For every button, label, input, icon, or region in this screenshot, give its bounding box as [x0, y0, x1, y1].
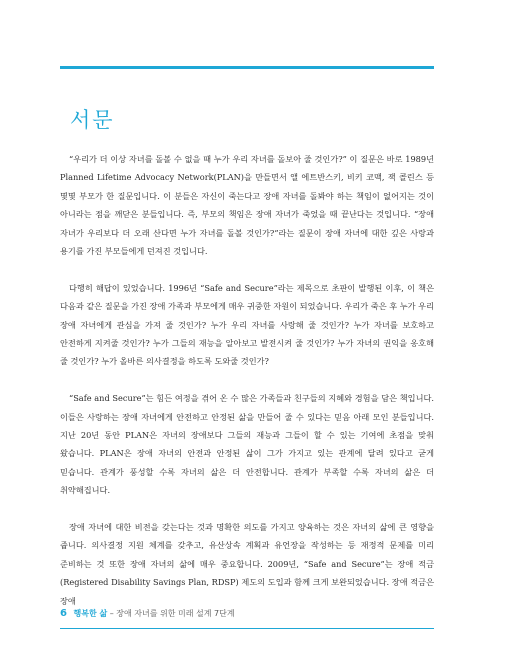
running-title-bold: 행복한 삶: [73, 609, 108, 618]
page-number: 6: [60, 608, 67, 619]
footer-divider: [60, 628, 434, 629]
running-title-rest: – 장애 자녀를 위한 미래 설계 7단계: [109, 609, 235, 618]
top-divider: [60, 66, 434, 69]
paragraph-2: 다행히 해답이 있었습니다. 1996년 “Safe and Secure”라는 제목으로 초판이 발행된 이후, 이 책은 다음과 같은 질문을 가진 장애 가족과 부모에게 매우 귀중한 자원이 되었습니다. 우리가 죽은 후 누가 우리 장애 자녀에게 관심을 가져 줄 것인가? 누가 우리 자녀를 사랑해 줄 것인가? 누가 자녀를 보호하고 안전하게 지켜줄 것인가? 누가 그들의 재능을 알아보고 발전시켜 줄 것인가? 누가 자녀의 권익을 옹호해 줄 것인가? 누가 올바른 의사결정을 하도록 도와줄 것인가?: [60, 282, 434, 367]
page-footer: [60, 608, 235, 619]
paragraph-1: “우리가 더 이상 자녀를 돌볼 수 없을 때 누가 우리 자녀를 돌보아 줄 것인가?” 이 질문은 바로 1989년 Planned Lifetime Advocacy Network(PLAN)을 만들면서 앨 에트반스키, 비키 코맥, 잭 콜린스 등 몇몇 부모가 한 질문입니다. 이 분들은 자신이 죽는다고 장애 자녀를 돌봐야 하는 책임이 없어지는 것이 아니라는 점을 깨닫은 분들입니다. 즉, 부모의 책임은 장애 자녀가 죽었을 때 끝난다는 것입니다. “장애 자녀가 우리보다 더 오래 산다면 누가 자녀를 돌볼 것인가?”라는 질문이 장애 자녀에 대한 깊은 사랑과 용기를 가진 부모들에게 던져진 것입니다.: [60, 154, 434, 257]
section-title: 서문: [70, 108, 115, 133]
paragraph-3: “Safe and Secure”는 힘든 여정을 겪어 온 수 많은 가족들과 친구들의 지혜와 경험을 담은 책입니다. 이들은 사랑하는 장애 자녀에게 안전하고 안정된 삶을 만들어 줄 수 있다는 믿음 아래 모인 분들입니다. 지난 20년 동안 PLAN은 자녀의 장애보다 그들의 재능과 그들이 할 수 있는 기여에 초점을 맞춰 왔습니다. PLAN은 장애 자녀의 안전과 안정된 삶이 그가 가지고 있는 관계에 달려 있다고 굳게 믿습니다. 관계가 풍성할 수록 자녀의 삶은 더 안전합니다. 관계가 부족할 수록 자녀의 삶은 더 취약해집니다.: [60, 393, 434, 496]
paragraph-4: 장애 자녀에 대한 비전을 갖는다는 것과 명확한 의도를 가지고 양육하는 것은 자녀의 삶에 큰 영향을 줍니다. 의사결정 지원 체계를 갖추고, 유산상속 계획과 유언장을 작성하는 등 재정적 문제를 미리 준비하는 것 또한 장애 자녀의 삶에 매우 중요합니다. 2009년, “Safe and Secure”는 장애 적금(Registered Disability Savings Plan, RDSP) 제도의 도입과 함께 크게 보완되었습니다. 장애 적금은 장애: [60, 522, 434, 606]
body-text: [60, 150, 434, 629]
